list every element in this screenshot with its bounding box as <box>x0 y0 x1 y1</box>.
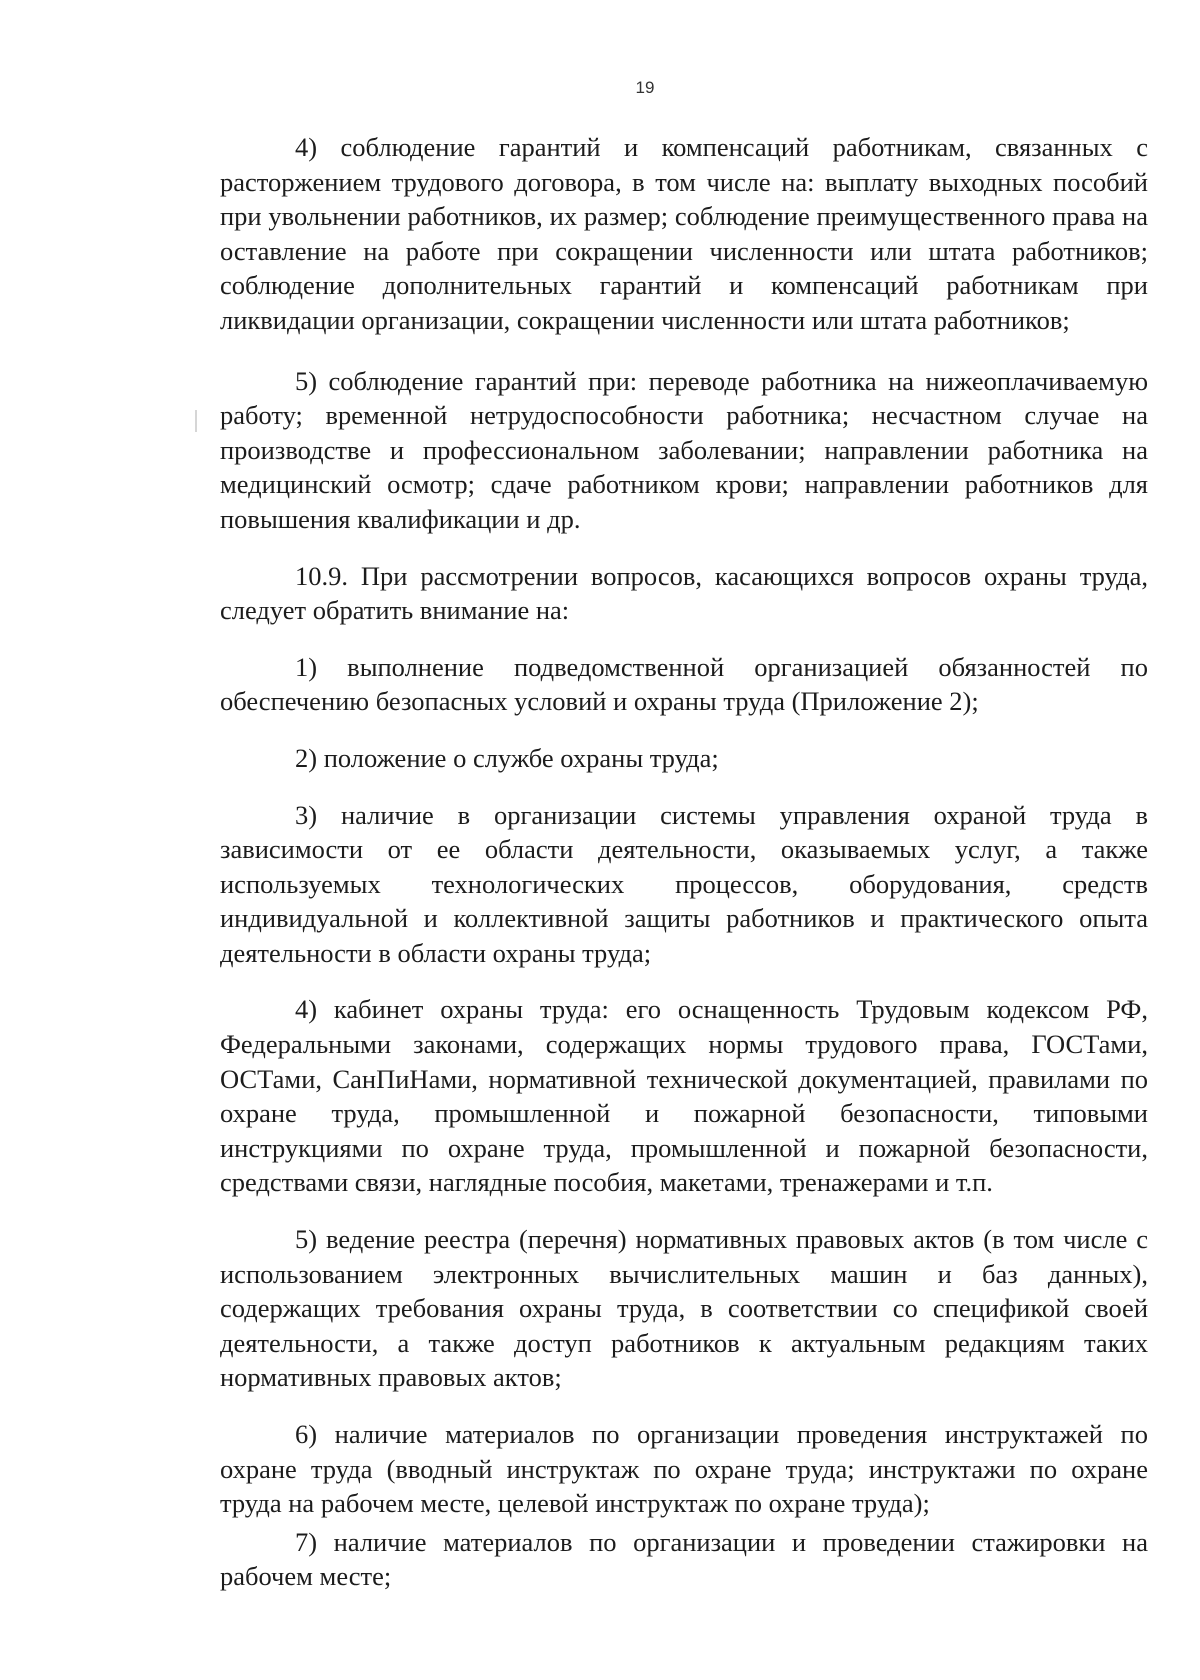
paragraph-transfer-guarantees: 5) соблюдение гарантий при: переводе работника на нижеоплачиваемую работу; временной нетрудоспособности работника; несчастном случае на производстве и профессиональном заболевании; направлении работника на медицинский осмотр; сдаче работником крови; направлении работников для повышения квалификации и др. <box>220 365 1148 534</box>
paragraph-legal-registry: 5) ведение реестра (перечня) нормативных правовых актов (в том числе с использованием электронных вычислительных машин и баз данных), содержащих требования охраны труда, в соответствии со спецификой своей деятельности, а также доступ работников к актуальным редакциям таких нормативных правовых актов; <box>220 1224 1148 1393</box>
paragraph-section-10-9: 10.9. При рассмотрении вопросов, касающихся вопросов охраны труда, следует обратить внимание на: <box>220 560 1148 626</box>
paragraph-severance-guarantees: 4) соблюдение гарантий и компенсаций работникам, связанных с расторжением трудового договора, в том числе на: выплату выходных пособий при увольнении работников, их размер; соблюдение преимущественного права на оставление на работе при сокращении численности или штата работников; соблюдение дополнительных гарантий и компенсаций работникам при ликвидации организации, сокращении численности или штата работников; <box>220 132 1148 335</box>
document-body <box>220 130 1148 1594</box>
paragraph-safety-service: 2) положение о службе охраны труда; <box>295 742 719 773</box>
paragraph-safety-obligations: 1) выполнение подведомственной организацией обязанностей по обеспечению безопасных условий и охраны труда (Приложение 2); <box>220 651 1148 717</box>
paragraph-briefing-materials: 6) наличие материалов по организации проведения инструктажей по охране труда (вводный инструктаж по охране труда; инструктажи по охране труда на рабочем месте, целевой инструктаж по охране труда); <box>220 1419 1148 1519</box>
page-number: 19 <box>635 78 655 97</box>
paragraph-management-system: 3) наличие в организации системы управления охраной труда в зависимости от ее области деятельности, оказываемых услуг, а также используемых технологических процессов, оборудования, средств индивидуальной и коллективной защиты работников и практического опыта деятельности в области охраны труда; <box>220 799 1148 968</box>
scan-artifact <box>195 410 197 432</box>
paragraph-internship-materials: 7) наличие материалов по организации и проведении стажировки на рабочем месте; <box>220 1526 1148 1592</box>
paragraph-safety-office: 4) кабинет охраны труда: его оснащенность Трудовым кодексом РФ, Федеральными законами, содержащих нормы трудового права, ГОСТами, ОСТами, СанПиНами, нормативной технической документацией, правилами по охране труда, промышленной и пожарной безопасности, типовыми инструкциями по охране труда, промышленной и пожарной безопасности, средствами связи, наглядные пособия, макетами, тренажерами и т.п. <box>220 994 1148 1198</box>
